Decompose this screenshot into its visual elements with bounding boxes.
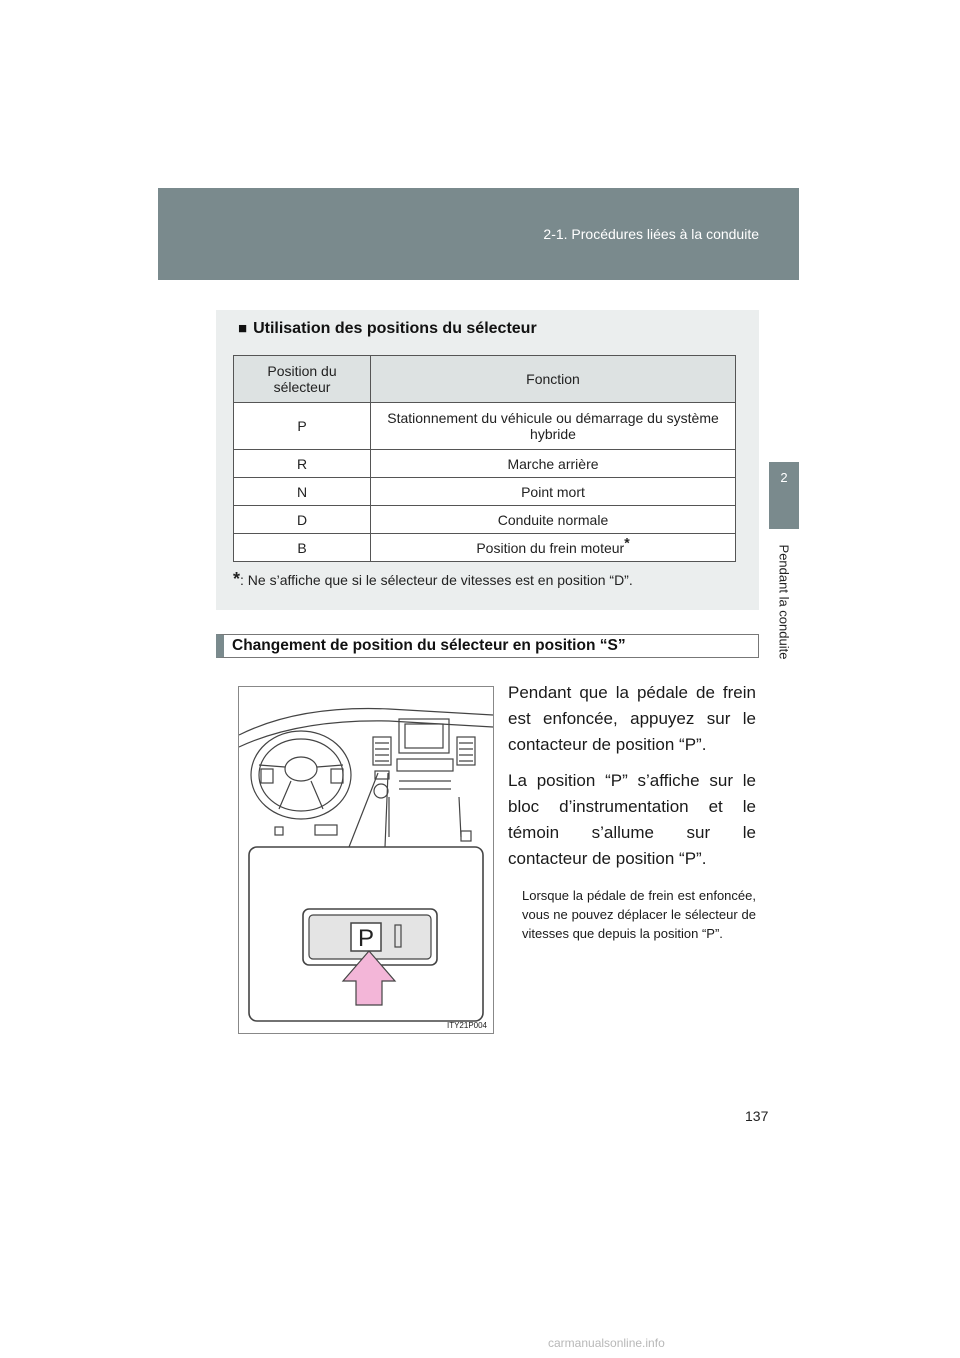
function-text: Position du frein moteur xyxy=(476,539,625,556)
footnote-marker: * xyxy=(624,533,630,550)
figure-code: ITY21P004 xyxy=(446,1021,487,1030)
info-heading xyxy=(238,320,537,338)
note-paragraph: Lorsque la pédale de frein est enfoncée, vous ne pouvez déplacer le sélecteur de vitesses que depuis la position “P”. xyxy=(522,888,756,941)
section-title: Changement de position du sélecteur en position “S” xyxy=(232,637,626,654)
table-cell-function: Marche arrière xyxy=(371,450,736,478)
table-cell-function: Conduite normale xyxy=(371,506,736,534)
instruction-paragraph: Pendant que la pédale de frein est enfoncée, appuyez sur le contacteur de position “P”. xyxy=(508,683,756,754)
table-footnote xyxy=(233,569,633,589)
chapter-number: 2 xyxy=(780,470,788,485)
table-row xyxy=(234,506,736,534)
table-cell-function: Stationnement du véhicule ou démarrage du système hybride xyxy=(371,403,736,450)
p-switch-label: P xyxy=(357,925,375,952)
table-row xyxy=(234,478,736,506)
info-box xyxy=(216,310,759,610)
square-bullet-icon: ■ xyxy=(238,320,248,337)
table-cell-function xyxy=(371,534,736,562)
table-cell-position: D xyxy=(234,506,371,534)
dashboard-drawing xyxy=(239,687,493,1033)
table-row xyxy=(234,534,736,562)
chapter-side-tab xyxy=(769,462,799,529)
table-row xyxy=(234,403,736,450)
selector-table xyxy=(233,355,736,562)
footnote-text: : Ne s’affiche que si le sélecteur de vitesses est en position “D”. xyxy=(240,572,633,588)
table-header-row xyxy=(234,356,736,403)
info-heading-text: Utilisation des positions du sélecteur xyxy=(253,320,537,337)
body-text xyxy=(508,680,756,943)
chapter-title: 2-1. Procédures liées à la conduite xyxy=(543,226,759,242)
table-header-function: Fonction xyxy=(371,356,736,403)
result-paragraph: La position “P” s’affiche sur le bloc d’instrumentation et le témoin s’allume sur le contacteur de position “P”. xyxy=(508,771,756,868)
chapter-header-band xyxy=(158,188,799,280)
table-cell-position: P xyxy=(234,403,371,450)
table-row xyxy=(234,450,736,478)
section-heading-bar xyxy=(216,634,759,658)
footnote-star: * xyxy=(233,569,241,589)
chapter-side-label: Pendant la conduite xyxy=(776,544,792,660)
table-cell-position: N xyxy=(234,478,371,506)
table-header-position: Position du sélecteur xyxy=(234,356,371,403)
dashboard-illustration xyxy=(238,686,494,1034)
table-cell-function: Point mort xyxy=(371,478,736,506)
page-number: 137 xyxy=(745,1108,769,1124)
watermark: carmanualsonline.info xyxy=(548,1336,665,1350)
table-cell-position: B xyxy=(234,534,371,562)
table-cell-position: R xyxy=(234,450,371,478)
